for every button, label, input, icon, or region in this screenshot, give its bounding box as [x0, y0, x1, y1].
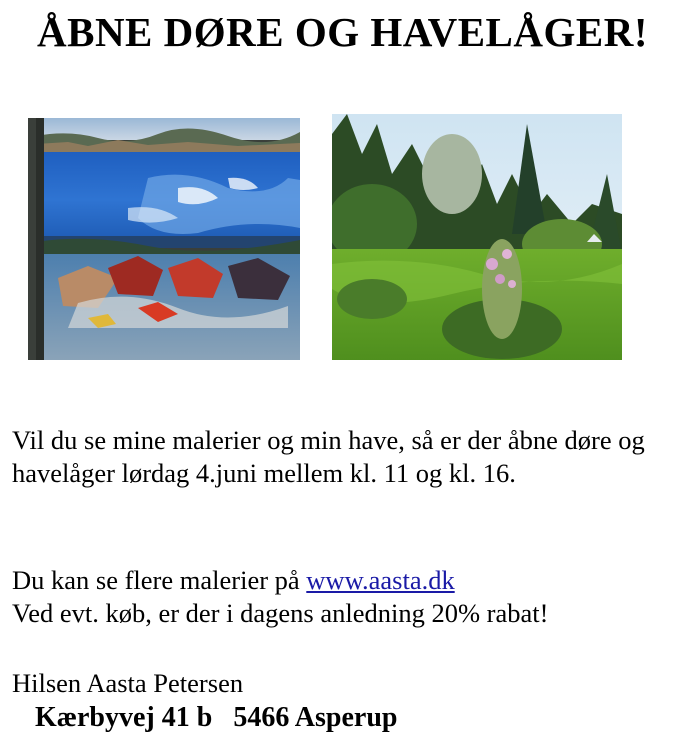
postal-address: 5466 Asperup — [233, 702, 398, 733]
invitation-text: Vil du se mine malerier og min have, så er der åbne døre og havelåger lørdag 4.juni mellem kl. 11 og kl. 16. — [12, 425, 645, 488]
greeting-text: Hilsen Aasta Petersen — [12, 668, 244, 698]
discount-text: Ved evt. køb, er der i dagens anledning 20% rabat! — [12, 598, 549, 628]
street-address: Kærbyvej 41 b — [35, 702, 213, 733]
garden-image — [332, 114, 622, 360]
address — [35, 702, 397, 734]
page-title: ÅBNE DØRE OG HAVELÅGER! — [36, 9, 649, 55]
more-paintings-text: Du kan se flere malerier på — [12, 565, 307, 595]
website-link[interactable]: www.aasta.dk — [306, 565, 455, 595]
more-info-text — [12, 564, 672, 630]
painting-image — [28, 118, 300, 360]
